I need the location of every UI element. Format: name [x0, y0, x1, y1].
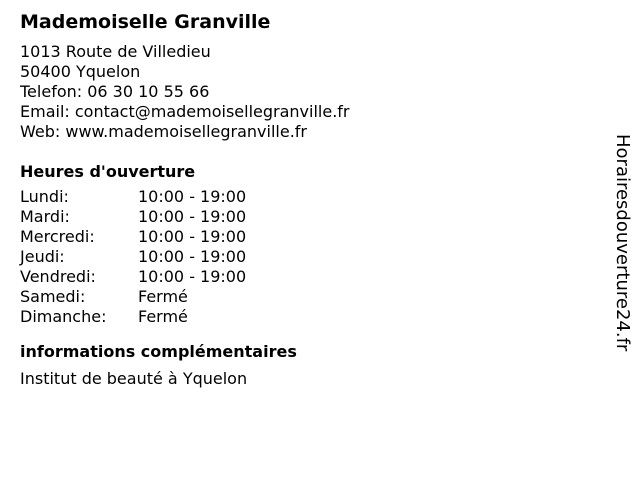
additional-info-heading: informations complémentaires [20, 342, 297, 361]
hours-row-monday [20, 187, 590, 207]
day-label: Vendredi: [20, 267, 96, 286]
day-hours: 10:00 - 19:00 [138, 247, 247, 266]
day-label: Mardi: [20, 207, 70, 226]
address-line-2: 50400 Yquelon [20, 62, 141, 81]
side-brand-watermark: Horairesdouverture24.fr [612, 134, 633, 352]
day-label: Lundi: [20, 187, 69, 206]
day-label: Dimanche: [20, 307, 107, 326]
address-line-1: 1013 Route de Villedieu [20, 42, 211, 61]
day-hours: Fermé [138, 287, 188, 306]
phone-line: Telefon: 06 30 10 55 66 [20, 82, 210, 101]
opening-hours-table [20, 187, 590, 327]
hours-row-wednesday [20, 227, 590, 247]
web-line: Web: www.mademoisellegranville.fr [20, 122, 307, 141]
opening-hours-heading: Heures d'ouverture [20, 162, 196, 181]
day-hours: 10:00 - 19:00 [138, 187, 247, 206]
email-line: Email: contact@mademoisellegranville.fr [20, 102, 350, 121]
day-hours: 10:00 - 19:00 [138, 207, 247, 226]
day-hours: 10:00 - 19:00 [138, 227, 247, 246]
hours-row-friday [20, 267, 590, 287]
hours-row-sunday [20, 307, 590, 327]
hours-row-thursday [20, 247, 590, 267]
day-label: Jeudi: [20, 247, 65, 266]
day-hours: Fermé [138, 307, 188, 326]
business-name: Mademoiselle Granville [20, 11, 271, 33]
day-hours: 10:00 - 19:00 [138, 267, 247, 286]
hours-row-saturday [20, 287, 590, 307]
day-label: Mercredi: [20, 227, 95, 246]
business-card [20, 8, 590, 389]
day-label: Samedi: [20, 287, 86, 306]
additional-info-text: Institut de beauté à Yquelon [20, 369, 248, 388]
hours-row-tuesday [20, 207, 590, 227]
